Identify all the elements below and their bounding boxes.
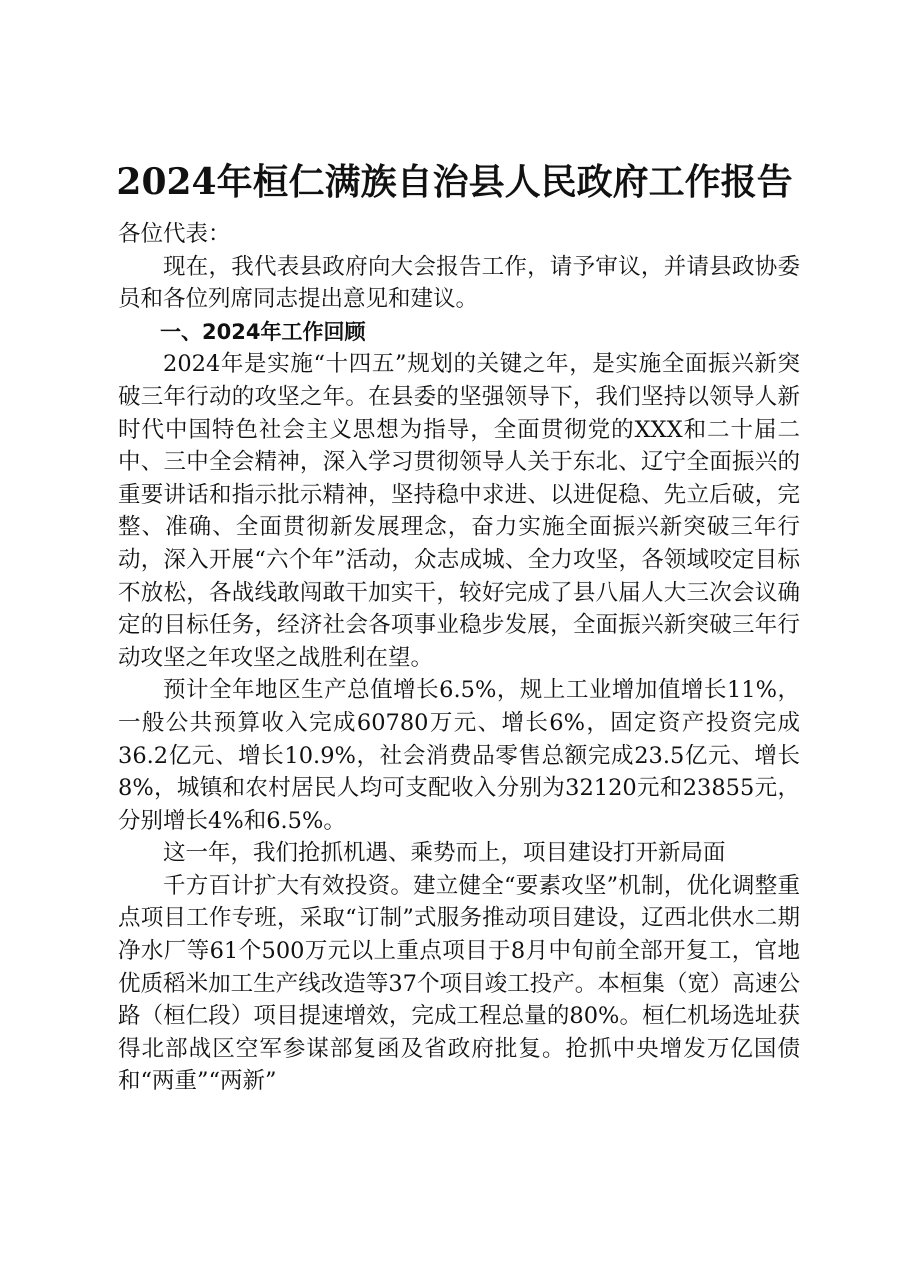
document-body xyxy=(118,218,800,1098)
paragraph-investment: 千方百计扩大有效投资。建立健全“要素攻坚”机制，优化调整重点项目工作专班，采取“订制”式服务推动项目建设，辽西北供水二期净水厂等61个500万元以上重点项目于8月中旬前全部开复工，官地优质稻米加工生产线改造等37个项目竣工投产。本桓集（宽）高速公路（桓仁段）项目提速增效，完成工程总量的80%。桓仁机场选址获得北部战区空军参谋部复函及省政府批复。抢抓中央增发万亿国债和“两重”“两新” xyxy=(118,872,800,1095)
document-title: 2024年桓仁满族自治县人民政府工作报告 xyxy=(116,161,793,203)
paragraph-statistics: 预计全年地区生产总值增长6.5%，规上工业增加值增长11%，一般公共预算收入完成60780万元、增长6%，固定资产投资完成36.2亿元、增长10.9%，社会消费品零售总额完成23.5亿元、增长8%，城镇和农村居民人均可支配收入分别为32120元和23855元，分别增长4%和6.5%。 xyxy=(118,677,800,834)
section-heading: 一、2024年工作回顾 xyxy=(160,319,366,344)
paragraph-overview: 2024年是实施“十四五”规划的关键之年，是实施全面振兴新突破三年行动的攻坚之年。在县委的坚强领导下，我们坚持以领导人新时代中国特色社会主义思想为指导，全面贯彻党的XXX和二十届二中、三中全会精神，深入学习贯彻领导人关于东北、辽宁全面振兴的重要讲话和指示批示精神，坚持稳中求进、以进促稳、先立后破，完整、准确、全面贯彻新发展理念，奋力实施全面振兴新突破三年行动，深入开展“六个年”活动，众志成城、全力攻坚，各领域咬定目标不放松，各战线敢闯敢干加实干，较好完成了县八届人大三次会议确定的目标任务，经济社会各项事业稳步发展，全面振兴新突破三年行动攻坚之年攻坚之战胜利在望。 xyxy=(118,351,800,671)
salutation: 各位代表： xyxy=(118,221,231,247)
paragraph-intro: 现在，我代表县政府向大会报告工作，请予审议，并请县政协委员和各位列席同志提出意见和建议。 xyxy=(118,253,800,313)
paragraph-projects-lead: 这一年，我们抢抓机遇、乘势而上，项目建设打开新局面 xyxy=(163,840,726,867)
